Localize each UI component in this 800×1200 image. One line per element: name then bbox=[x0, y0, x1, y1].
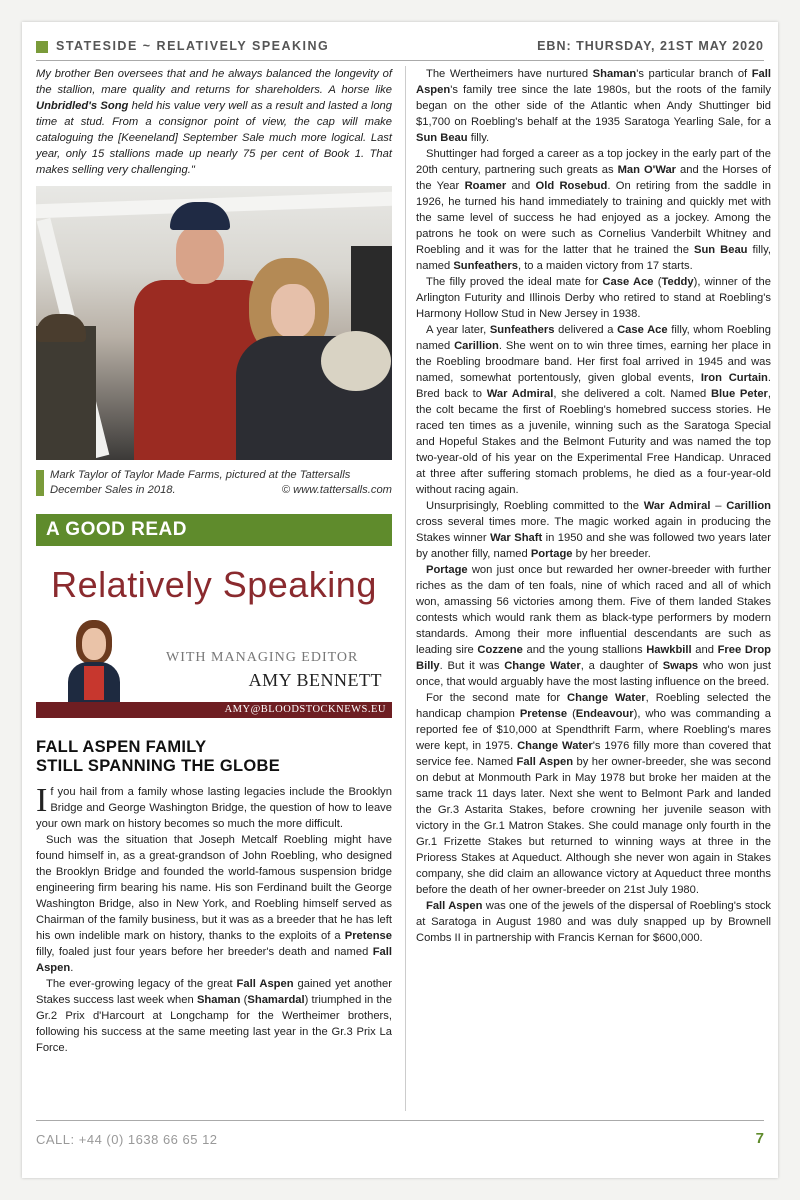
text-run: and the Horses of the Year bbox=[416, 164, 771, 192]
text-run: cross several times more. The magic worked again in producing the Stakes winner bbox=[416, 516, 771, 544]
left-column bbox=[36, 66, 392, 1056]
editor-portrait bbox=[58, 616, 130, 706]
left-body bbox=[36, 784, 392, 1056]
text-run: 's family tree since the late 1980s, but the roots of the family began on the other side of the Atlantic when Andy Shuttinger bid $1,700 on Roebling's behalf at the 1935 Saratoga Yearling Sale, for a bbox=[416, 84, 771, 128]
horse-name: Case Ace bbox=[602, 276, 654, 288]
text-run: and bbox=[506, 180, 536, 192]
text-run: . Bred back to bbox=[416, 372, 771, 400]
text-run: held his value very well as a result and lasted a long time at stud. From a consignor point of view, the cap will make cataloguing the [Keeneland] September Sale much more logical. Last year, only 15 stallions made up nearly 75 per cent of Book 1. That makes selling very challenging." bbox=[36, 100, 392, 176]
text-run: My brother Ben oversees that and he always balanced the longevity of the stallion, mare quality and returns for shareholders. A horse like bbox=[36, 68, 392, 96]
drop-cap: I bbox=[36, 782, 48, 819]
horse-name: Man O'War bbox=[617, 164, 677, 176]
text-run: and bbox=[691, 644, 718, 656]
photo-credit: © www.tattersalls.com bbox=[281, 484, 392, 496]
paragraph-text bbox=[36, 782, 392, 830]
body-paragraph bbox=[416, 146, 771, 274]
editor-block bbox=[36, 616, 392, 718]
horse-name: Iron Curtain bbox=[700, 372, 768, 384]
horse-name: War Shaft bbox=[490, 532, 543, 544]
horse-name: Fall Aspen bbox=[36, 946, 392, 974]
horse-name: Cozzene bbox=[477, 644, 523, 656]
horse-name: Shamardal bbox=[247, 994, 305, 1006]
horse-name: Change Water bbox=[517, 740, 593, 752]
photo-girl-face bbox=[271, 284, 315, 338]
horse-name: Pretense bbox=[344, 930, 392, 942]
text-run: ), winner of the Arlington Futurity and Illinois Derby who retired to stand at Roebling's Harmony Hollow Stud in New Jersey in 1938. bbox=[416, 276, 771, 320]
horse-name: Change Water bbox=[567, 692, 646, 704]
column-title: Relatively Speaking bbox=[51, 564, 377, 605]
text-run: A year later, bbox=[426, 324, 490, 336]
email-bar bbox=[36, 702, 392, 718]
text-run: in 1950 and she was followed two years later by another filly, named bbox=[416, 532, 772, 560]
horse-name: Change Water bbox=[504, 660, 581, 672]
horse-name: Sun Beau bbox=[416, 132, 468, 144]
headline-line-2: STILL SPANNING THE GLOBE bbox=[36, 757, 281, 775]
text-run: f you hail from a family whose lasting legacies include the Brooklyn Bridge and George Washington Bridge, the question of how to leave your own mark on history becomes so much the more difficult. bbox=[36, 786, 392, 830]
text-run: ( bbox=[653, 276, 662, 288]
horse-name: Fall Aspen bbox=[426, 900, 483, 912]
text-run: who won just once, that would arguably have the most lasting influence on the breed. bbox=[416, 660, 771, 688]
text-run: , the colt became the first of Roebling's homebred success stories. He raced ten times as a juvenile, winning such as the Saratoga Special and Hopeful Stakes and the Belmont Futurity and was named the top two-year-old of his year on the Experimental Free Handicap. Unraced at three after suffering stomach problems, he died as a four-year-old without racing again. bbox=[416, 388, 772, 496]
horse-name: Roamer bbox=[464, 180, 507, 192]
horse-name: War Admiral bbox=[486, 388, 554, 400]
photo-hat bbox=[36, 314, 86, 342]
photo-mark-taylor bbox=[36, 186, 392, 460]
body-paragraph bbox=[36, 832, 392, 976]
text-run: gained yet another Stakes success last week when bbox=[36, 978, 392, 1006]
text-run: ) triumphed in the Gr.2 Prix d'Harcourt at Longchamp for the Wertheimer brothers, following his success at the same meeting last year in the Gr.3 Prix La Force. bbox=[36, 994, 392, 1054]
horse-name: Carillion bbox=[454, 340, 499, 352]
text-run: ( bbox=[240, 994, 248, 1006]
column-divider bbox=[405, 66, 406, 1111]
horse-name: Case Ace bbox=[617, 324, 668, 336]
horse-name: Fall Aspen bbox=[416, 68, 771, 96]
text-run: 's particular branch of bbox=[636, 68, 752, 80]
body-paragraph bbox=[416, 498, 771, 562]
text-run: For the second mate for bbox=[426, 692, 568, 704]
horse-name: Carillion bbox=[726, 500, 771, 512]
horse-name: Sun Beau bbox=[694, 244, 748, 256]
horse-name: Sunfeathers bbox=[453, 260, 518, 272]
text-run: , to a maiden victory from 17 starts. bbox=[517, 260, 693, 272]
photo-foreground-hair bbox=[321, 331, 391, 391]
text-run: . On retiring from the saddle in 1926, he turned his hand immediately to training and quickly met with the same level of success he had enjoyed as a jockey. Among the patrons he took on were such as Cornelius Vanderbilt Whitney and Roebling and it was for the latter that he trained the bbox=[416, 180, 771, 256]
text-run: Shuttinger had forged a career as a top jockey in the early part of the 20th century, partnering such greats as bbox=[416, 148, 771, 176]
text-run: filly, foaled just four years before her breeder's death and named bbox=[36, 946, 373, 958]
body-paragraph bbox=[416, 898, 771, 946]
horse-name: Free Drop Billy bbox=[416, 644, 771, 672]
caption-text: Mark Taylor of Taylor Made Farms, pictured at the Tattersalls December Sales in 2018. bbox=[50, 469, 351, 496]
headline-line-1: FALL ASPEN FAMILY bbox=[36, 738, 207, 756]
photo-cap bbox=[170, 202, 230, 230]
horse-name: Blue Peter bbox=[710, 388, 768, 400]
right-column bbox=[416, 66, 771, 946]
text-run: won just once but rewarded her owner-breeder with further riches as the dam of ten foals, nine of which raced and all of which won, amassing 56 victories among them. Five of them landed Stakes contests which would rank them as black-type performers by modern standards. Among their more influential descendants are such as leading sire bbox=[416, 564, 771, 656]
body-paragraph bbox=[36, 784, 392, 832]
section-title: STATESIDE ~ RELATIVELY SPEAKING bbox=[56, 39, 330, 53]
editor-role: WITH MANAGING EDITOR bbox=[166, 650, 359, 665]
text-run: 's 1976 filly more than covered that service fee. Named bbox=[416, 740, 771, 768]
photo-figure-main bbox=[124, 196, 244, 460]
portrait-face bbox=[82, 628, 106, 660]
article-headline bbox=[36, 738, 392, 776]
section-marker-icon bbox=[36, 41, 48, 53]
horse-name: Pretense bbox=[519, 708, 568, 720]
photo-face bbox=[176, 226, 224, 284]
text-run: The ever-growing legacy of the great bbox=[46, 978, 237, 990]
horse-name: Portage bbox=[426, 564, 468, 576]
horse-name: Teddy bbox=[661, 276, 694, 288]
horse-name: War Admiral bbox=[643, 500, 711, 512]
header-divider bbox=[36, 60, 764, 61]
portrait-top bbox=[84, 666, 104, 700]
text-run: , Roebling selected the handicap champion bbox=[416, 692, 771, 720]
text-run: filly, whom Roebling named bbox=[416, 324, 771, 352]
footer-phone: CALL: +44 (0) 1638 66 65 12 bbox=[36, 1132, 218, 1147]
text-run: by her breeder. bbox=[572, 548, 651, 560]
page-number: 7 bbox=[755, 1130, 764, 1147]
editor-email[interactable]: AMY@BLOODSTOCKNEWS.EU bbox=[224, 704, 386, 715]
intro-quote bbox=[36, 66, 392, 178]
horse-name: Shaman bbox=[592, 68, 637, 80]
horse-name: Fall Aspen bbox=[516, 756, 574, 768]
body-paragraph bbox=[36, 976, 392, 1056]
horse-name: Swaps bbox=[662, 660, 699, 672]
body-paragraph bbox=[416, 274, 771, 322]
body-paragraph bbox=[416, 322, 771, 498]
photo-caption bbox=[36, 468, 392, 498]
text-run: . She went on to win three times, earning her place in the Roebling broodmare band. Her first foal arrived in 1945 and was named, somewhat portentously, given global events, bbox=[416, 340, 771, 384]
text-run: Such was the situation that Joseph Metcalf Roebling might have found himself in, as a great-grandson of John Roebling, who designed the Brooklyn Bridge and founded the world-famous suspension bridge engineering firm bearing his name. His son Ferdinand built the George Washington Bridge, also in New York, and Roebling himself served as Chairman of the family business, but it was as a breeder that he has left his own indelible mark on history, thanks to the exploits of a bbox=[36, 834, 392, 942]
text-run: . bbox=[70, 962, 74, 974]
text-run: The Wertheimers have nurtured bbox=[426, 68, 593, 80]
page-header bbox=[36, 38, 764, 60]
caption-marker-icon bbox=[36, 470, 44, 496]
horse-name: Unbridled's Song bbox=[36, 100, 129, 112]
text-run: The filly proved the ideal mate for bbox=[426, 276, 603, 288]
editor-name: AMY BENNETT bbox=[248, 670, 382, 690]
footer-divider bbox=[36, 1120, 764, 1121]
horse-name: Hawkbill bbox=[646, 644, 692, 656]
text-run: , a daughter of bbox=[580, 660, 663, 672]
text-run: delivered a bbox=[554, 324, 618, 336]
magazine-page bbox=[22, 22, 778, 1178]
body-paragraph bbox=[416, 66, 771, 146]
text-run: – bbox=[710, 500, 727, 512]
text-run: filly. bbox=[467, 132, 490, 144]
horse-name: Old Rosebud bbox=[535, 180, 608, 192]
text-run: ), who was commanding a reported fee of $10,000 at Spendthrift Farm, where Roebling's mares were kept, in 1975. bbox=[416, 708, 771, 752]
section-band: A GOOD READ bbox=[36, 514, 392, 546]
issue-date: EBN: THURSDAY, 21ST MAY 2020 bbox=[537, 39, 764, 53]
text-run: Unsurprisingly, Roebling committed to the bbox=[426, 500, 644, 512]
horse-name: Portage bbox=[530, 548, 573, 560]
text-run: and the young stallions bbox=[522, 644, 647, 656]
body-paragraph bbox=[416, 690, 771, 898]
body-paragraph bbox=[416, 562, 771, 690]
photo-figure-left bbox=[36, 326, 96, 460]
text-run: was one of the jewels of the dispersal of Roebling's stock at Saratoga in August 1980 and was duly snapped up by Brownell Combs II in partnership with Francis Kernan for $600,000. bbox=[416, 900, 771, 944]
horse-name: Endeavour bbox=[575, 708, 634, 720]
text-run: by her owner-breeder, she was second on debut at Monmouth Park in May 1978 but broke her maiden at the same track 11 days later. Next she went to Belmont Park and landed the Gr.3 Astarita Stakes, before crowning her juvenile season with victory in the Gr.1 Matron Stakes. She could manage only fourth in the Gr.1 Frizette Stakes but returned to winning ways at three in the Prioress Stakes at Aqueduct. Although she never won again in Stakes company, she did claim an allowance victory at Aqueduct three months before the death of her owner-breeder on 21st July 1980. bbox=[416, 756, 772, 896]
text-run: filly, named bbox=[416, 244, 771, 272]
horse-name: Fall Aspen bbox=[236, 978, 294, 990]
text-run: . But it was bbox=[439, 660, 505, 672]
horse-name: Shaman bbox=[196, 994, 241, 1006]
horse-name: Sunfeathers bbox=[489, 324, 555, 336]
text-run: , she delivered a colt. Named bbox=[553, 388, 711, 400]
text-run: ( bbox=[567, 708, 576, 720]
